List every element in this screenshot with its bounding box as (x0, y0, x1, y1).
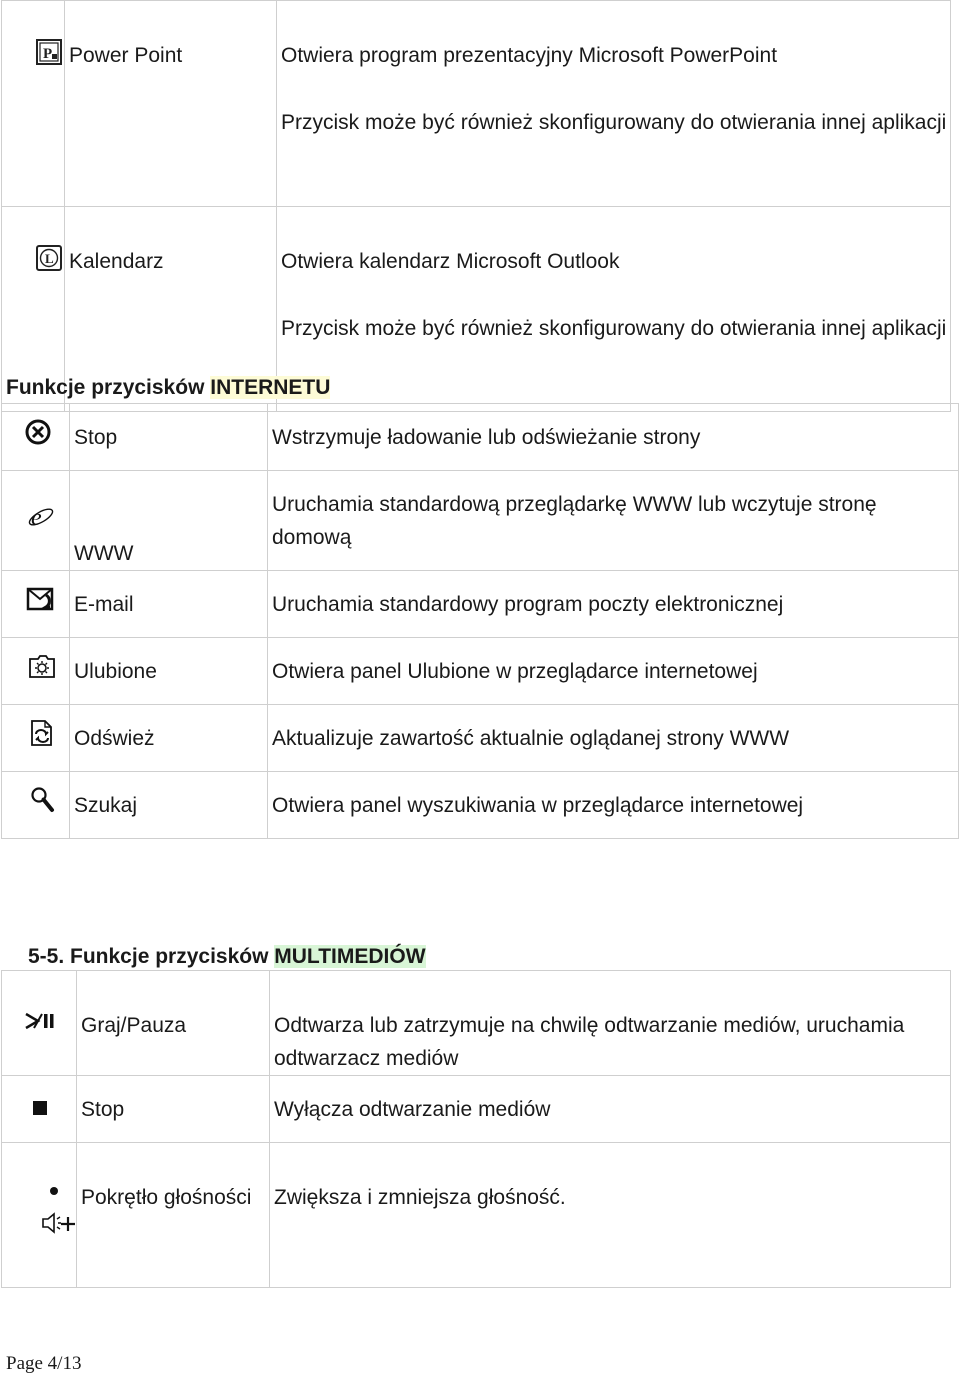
label-cell (77, 1076, 270, 1143)
table-row (2, 638, 959, 705)
desc-cell (268, 705, 959, 772)
label-cell (70, 772, 268, 839)
table-row (2, 705, 959, 772)
description: Otwiera kalendarz Microsoft Outlook (281, 250, 620, 273)
email-icon (26, 585, 56, 623)
icon-cell (2, 404, 70, 471)
note: Przycisk może być również skonfigurowany do otwierania innej aplikacji (281, 317, 947, 340)
description: Otwiera panel wyszukiwania w przeglądarce internetowej (272, 793, 804, 817)
desc-cell (268, 404, 959, 471)
label-cell (77, 1143, 270, 1288)
heading-highlight: INTERNETU (210, 376, 331, 399)
description: Uruchamia standardowy program poczty elektronicznej (272, 592, 784, 616)
heading-prefix: 5-5. Funkcje przycisków (28, 945, 275, 968)
refresh-icon (30, 719, 54, 757)
desc-cell (277, 207, 951, 412)
label-cell (77, 971, 270, 1076)
button-label: Stop (74, 425, 118, 449)
description: Otwiera program prezentacyjny Microsoft PowerPoint (281, 44, 778, 67)
icon-cell (2, 772, 70, 839)
desc-cell (270, 1143, 951, 1288)
stop-square-icon (32, 1093, 48, 1126)
multimedia-section-heading (28, 945, 426, 969)
label-cell (70, 404, 268, 471)
button-label: WWW (74, 542, 134, 565)
search-icon (30, 786, 56, 824)
label-cell (70, 638, 268, 705)
desc-cell (268, 772, 959, 839)
button-label: Ulubione (74, 659, 157, 683)
multimedia-buttons-table (1, 970, 951, 1288)
icon-cell (2, 1076, 77, 1143)
table-row (2, 1143, 951, 1288)
label-cell (70, 471, 268, 571)
icon-cell (2, 1143, 77, 1288)
label-cell (70, 571, 268, 638)
page-number: Page 4/13 (6, 1353, 82, 1374)
icon-cell (2, 971, 77, 1076)
table-row (2, 404, 959, 471)
button-label: Power Point (69, 44, 183, 67)
desc-cell (268, 471, 959, 571)
button-label: Stop (81, 1097, 125, 1121)
internet-section-heading (6, 376, 330, 400)
button-label: Kalendarz (69, 250, 164, 273)
table-row (2, 471, 959, 571)
button-label: Odśwież (74, 726, 155, 750)
description: Otwiera panel Ulubione w przeglądarce internetowej (272, 659, 758, 683)
table-row (2, 772, 959, 839)
svg-text:L: L (45, 251, 54, 266)
table-row (2, 1, 951, 207)
bullet-icon (50, 1187, 58, 1195)
button-label: E-mail (74, 592, 134, 616)
icon-cell (2, 705, 70, 772)
button-label: Graj/Pauza (81, 1014, 187, 1037)
favorites-icon (28, 653, 56, 689)
note: Przycisk może być również skonfigurowany do otwierania innej aplikacji (281, 111, 947, 134)
calendar-icon (36, 245, 62, 281)
desc-cell (268, 638, 959, 705)
desc-cell (270, 1076, 951, 1143)
stop-circle-x-icon (24, 418, 52, 456)
description: Wstrzymuje ładowanie lub odświeżanie strony (272, 425, 701, 449)
svg-text:e: e (31, 504, 42, 531)
icon-cell (2, 571, 70, 638)
icon-cell (2, 471, 70, 571)
heading-prefix: Funkcje przycisków (6, 376, 211, 399)
label-cell (70, 705, 268, 772)
description: Odtwarza lub zatrzymuje na chwilę odtwarzanie mediów, uruchamia odtwarzacz mediów (274, 1014, 905, 1070)
description: Aktualizuje zawartość aktualnie oglądanej strony WWW (272, 726, 790, 750)
play-pause-icon (24, 1007, 56, 1040)
volume-plus-icon (40, 1211, 76, 1245)
label-cell (65, 1, 277, 207)
table-row (2, 571, 959, 638)
internet-buttons-table (1, 403, 959, 839)
description: Zwiększa i zmniejsza głośność. (274, 1186, 566, 1209)
heading-highlight: MULTIMEDIÓW (274, 945, 426, 968)
icon-cell (2, 1, 65, 207)
browser-e-icon (26, 501, 56, 541)
table-row (2, 971, 951, 1076)
icon-cell (2, 638, 70, 705)
powerpoint-icon (36, 39, 62, 75)
desc-cell (277, 1, 951, 207)
table-row (2, 1076, 951, 1143)
button-label: Szukaj (74, 793, 138, 817)
desc-cell (270, 971, 951, 1076)
office-buttons-table (1, 0, 951, 412)
desc-cell (268, 571, 959, 638)
description: Uruchamia standardową przeglądarkę WWW lub wczytuje stronę domową (272, 492, 877, 549)
description: Wyłącza odtwarzanie mediów (274, 1097, 551, 1121)
button-label: Pokrętło głośności (81, 1186, 252, 1209)
svg-text:P: P (43, 46, 53, 62)
